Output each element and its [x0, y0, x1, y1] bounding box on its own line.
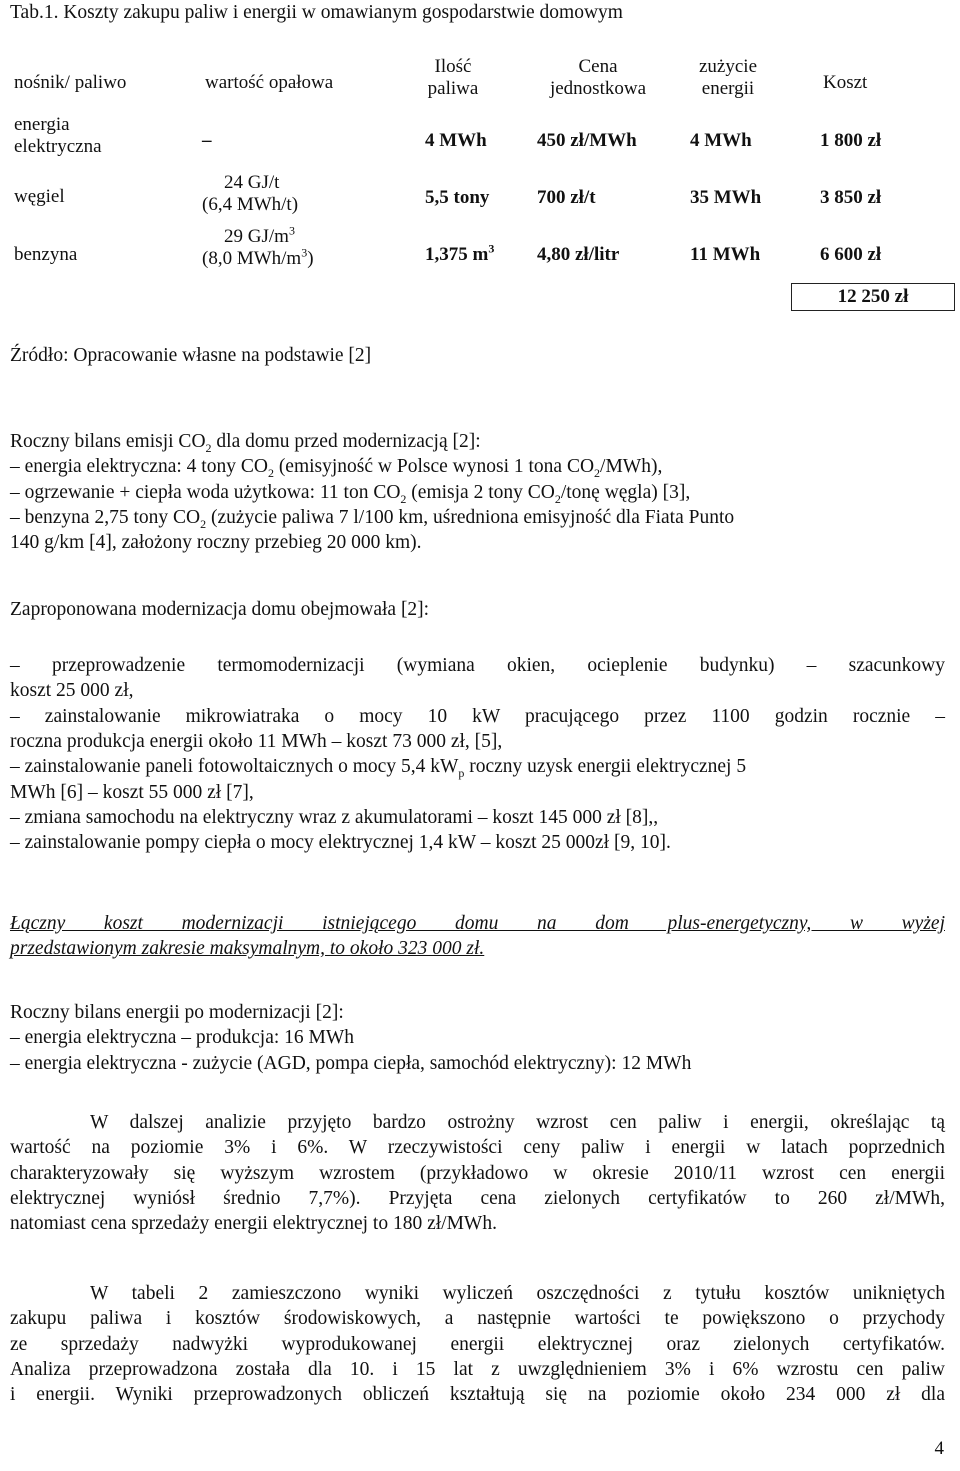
row-carrier: węgiel [14, 186, 65, 207]
row-cost: 1 800 zł [820, 130, 882, 151]
paragraph-results: W tabeli 2 zamieszczono wyniki wyliczeń oszczędności z tytułu kosztów unikniętych zakupu paliwa i kosztów środowiskowych, a następnie wartości te powiększono o przychody ze sprzedaży nadwyżki wyprodukowanej energii elektrycznej oraz zielonych certyfikatów. Analiza przeprowadzona została dla 10. i 15 lat z uwzględnieniem 3% i 6% wzrostu cen paliw i energii. Wyniki przeprowadzonych obliczeń kształtują się na poziomie około 234 000 zł dla [10, 1283, 945, 1406]
table-caption: Tab.1. Koszty zakupu paliw i energii w omawianym gospodarstwie domowym [10, 2, 623, 23]
header-quantity: Ilość paliwa [427, 56, 479, 99]
header-cost: Koszt [823, 72, 868, 93]
co2-line: Roczny bilans emisji $CO_2$ dla domu przed modernizacją [2]: [10, 431, 481, 455]
row-price: 4,80 zł/litr [537, 244, 620, 265]
row-quantity: 1,375 $m^3$ [425, 241, 495, 265]
energy-balance: Roczny bilans energii po modernizacji [2]: – energia elektryczna – produkcja: 16 MWh – energia elektryczna - zużycie (AGD, pompa ciepła, samochód elektryczny): 12 MWh [10, 1002, 692, 1074]
list-item: MWh [6] – koszt 55 000 zł [7], [10, 781, 254, 803]
row-cost: 3 850 zł [820, 187, 882, 208]
row-quantity: 4 MWh [425, 130, 487, 151]
row-carrier: energia elektryczna [14, 114, 102, 157]
header-unit-price: Cena jednostkowa [549, 56, 647, 99]
list-item: – przeprowadzenie termomodernizacji (wymiana okien, ocieplenie budynku) – szacunkowy [10, 655, 945, 676]
co2-line: – ogrzewanie + ciepła woda użytkowa: 11 ton $CO_2$ (emisja 2 tony $CO_2$/tonę węgla) [3], [10, 481, 691, 506]
row-usage: 35 MWh [690, 187, 762, 208]
header-carrier: nośnik/ paliwo [14, 72, 127, 93]
co2-balance [10, 429, 945, 556]
list-item: koszt 25 000 zł, [10, 680, 134, 702]
row-price: 450 zł/MWh [537, 130, 637, 151]
row-price: 700 zł/t [537, 187, 596, 208]
header-energy-usage: zużycie energii [698, 56, 757, 99]
header-calorific: wartość opałowa [205, 72, 334, 93]
row-carrier: benzyna [14, 244, 78, 265]
table-source: Źródło: Opracowanie własne na podstawie [2] [10, 345, 372, 366]
list-item: – zainstalowanie pompy ciepła o mocy elektrycznej 1,4 kW – koszt 25 000zł [9, 10]. [10, 832, 671, 854]
row-usage: 4 MWh [690, 130, 752, 151]
list-item: roczna produkcja energii około 11 MWh – koszt 73 000 zł, [5], [10, 731, 503, 753]
list-item: – zainstalowanie mikrowiatraka o mocy 10 kW pracującego przez 1100 godzin rocznie – [10, 705, 945, 727]
row-cost: 6 600 zł [820, 244, 882, 265]
summary-statement: Łączny koszt modernizacji istniejącego domu na dom plus-energetyczny, w wyżej przedstawionym zakresie maksymalnym, to około 323 000 zł. [10, 913, 945, 960]
co2-line: – energia elektryczna: 4 tony $CO_2$ (emisyjność w Polsce wynosi 1 tona $CO_2/MWh$), [10, 456, 663, 481]
row-calorific: 29 $GJ/m^3$ (8,0 MWh/$m^3$) [202, 223, 314, 269]
row-usage: 11 MWh [690, 244, 761, 265]
co2-line: 140 g/km [4], założony roczny przebieg 20 000 km). [10, 532, 422, 554]
list-item: – zmiana samochodu na elektryczny wraz z akumulatorami – koszt 145 000 zł [8],, [10, 807, 659, 829]
total-cost: 12 250 zł [791, 283, 955, 311]
co2-line: – benzyna 2,75 tony $CO_2$ (zużycie paliwa 7 l/100 km, uśredniona emisyjność dla Fiata Punto [10, 507, 735, 531]
modernization-intro: Zaproponowana modernizacja domu obejmowała [2]: [10, 599, 430, 620]
row-calorific: – [202, 130, 212, 151]
row-quantity: 5,5 tony [425, 187, 490, 208]
list-item: – zainstalowanie paneli fotowoltaicznych o mocy 5,4 $kW_p$ roczny uzysk energii elektrycznej 5 [10, 756, 747, 781]
row-calorific: 24 GJ/t (6,4 MWh/t) [202, 172, 299, 215]
modernization-list [10, 653, 945, 856]
cost-table [0, 52, 960, 314]
paragraph-price-growth: W dalszej analizie przyjęto bardzo ostrożny wzrost cen paliw i energii, określając tą wartość na poziomie 3% i 6%. W rzeczywistości ceny paliw i energii w latach poprzednich charakteryzowały się wyższym wzrostem (przykładowo w okresie 2010/11 wzrost cen energii elektrycznej wyniósł średnio 7,7%). Przyjęta cena zielonych certyfikatów to 260 zł/MWh, natomiast cena sprzedaży energii elektrycznej to 180 zł/MWh. [10, 1112, 945, 1235]
page-number: 4 [934, 1438, 944, 1459]
